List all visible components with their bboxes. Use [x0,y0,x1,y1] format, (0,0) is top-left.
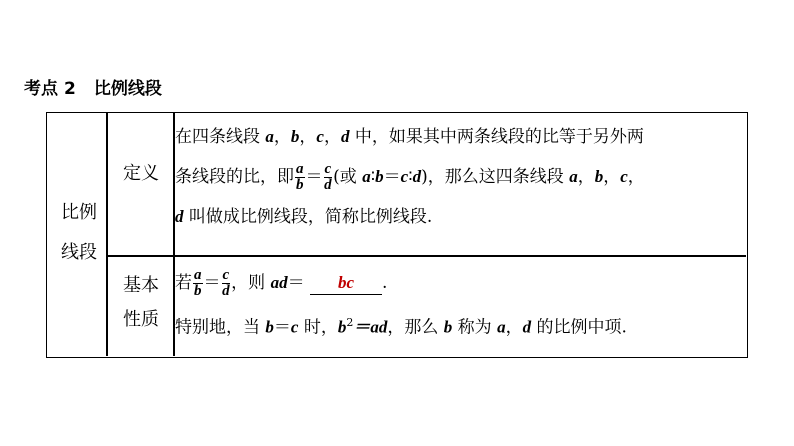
definition-line2: 条线段的比，即 $\frac{a}{b}$ ＝ $\frac{c}{d}$ (或 a∶b＝c∶d)，那么这四条线段 a，b，c， [175,161,645,193]
fraction-a-over-b: $\frac{a}{b}$ [296,161,304,193]
heading-number: 2 [64,79,76,99]
property-body [175,263,743,348]
answer-blank: bc [310,272,382,295]
property-label: 基本 性质 [123,275,159,330]
heading-label: 考点 [24,79,58,99]
row-header-line1: 比例 [61,202,97,223]
row-header-line2: 线段 [61,242,97,263]
definition-label: 定义 [123,163,159,184]
section-heading [24,74,162,99]
definition-line3: d 叫做成比例线段，简称比例线段. [175,207,433,227]
fraction-c-over-d: $\frac{c}{d}$ [222,267,230,299]
property-line2: 特别地，当 b＝c 时，$b^2=ad$，那么 b 称为 a，d 的比例中项. [175,316,627,338]
definition-line1: 在四条线段 a，b，c，d 中，如果其中两条线段的比等于另外两 [175,127,644,147]
heading-title: 比例线段 [93,79,162,99]
row-header [51,193,107,273]
fraction-a-over-b: $\frac{a}{b}$ [194,267,202,299]
definition-body [175,117,743,237]
fraction-c-over-d: $\frac{c}{d}$ [324,161,332,193]
concept-table [46,112,748,358]
property-line1: 若 $\frac{a}{b}$ ＝ $\frac{c}{d}$ ，则 ad＝ bc . [175,267,388,299]
table-divider-row [106,255,746,257]
